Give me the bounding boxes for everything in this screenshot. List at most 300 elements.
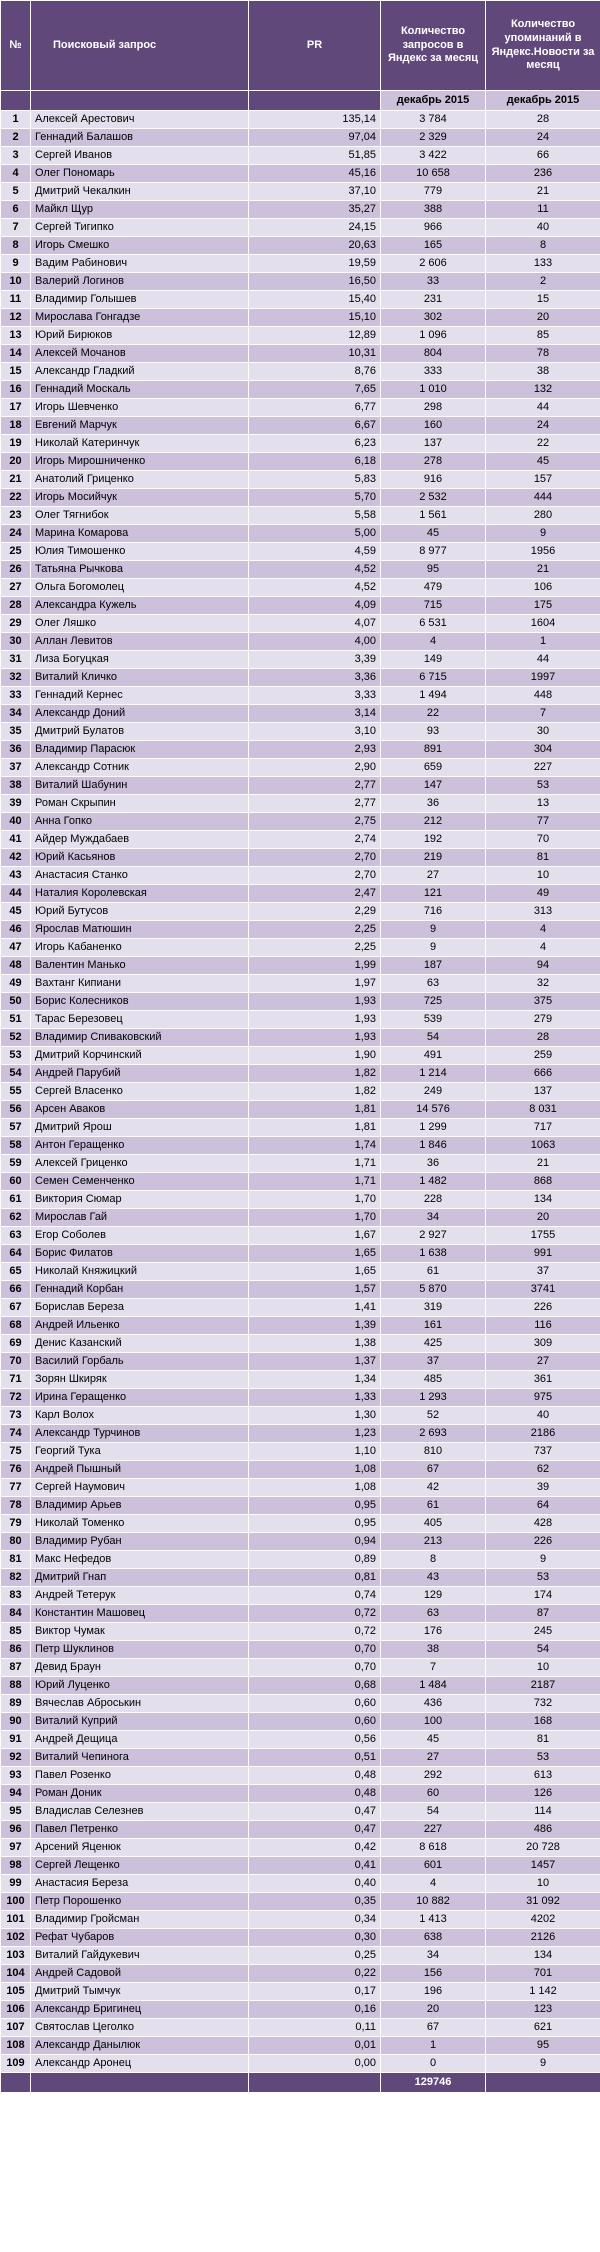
news-mention-count: 280 <box>486 507 600 525</box>
total-blank <box>486 2073 600 2093</box>
search-query: Юрий Бирюков <box>31 327 249 345</box>
yandex-query-count: 8 <box>381 1551 486 1569</box>
table-row <box>1 327 600 345</box>
search-query: Олег Ляшко <box>31 615 249 633</box>
table-row <box>1 1209 600 1227</box>
table-row <box>1 1119 600 1137</box>
header-row <box>1 1 600 91</box>
search-query: Игорь Мосийчук <box>31 489 249 507</box>
row-number: 64 <box>1 1245 31 1263</box>
news-mention-count: 9 <box>486 2055 600 2073</box>
pr-value: 6,23 <box>249 435 381 453</box>
news-mention-count: 375 <box>486 993 600 1011</box>
row-number: 79 <box>1 1515 31 1533</box>
table-row <box>1 849 600 867</box>
row-number: 37 <box>1 759 31 777</box>
row-number: 85 <box>1 1623 31 1641</box>
pr-value: 0,42 <box>249 1839 381 1857</box>
table-row <box>1 651 600 669</box>
search-query: Николай Катеринчук <box>31 435 249 453</box>
row-number: 59 <box>1 1155 31 1173</box>
yandex-query-count: 2 329 <box>381 129 486 147</box>
news-mention-count: 361 <box>486 1371 600 1389</box>
period-news: декабрь 2015 <box>486 91 600 111</box>
row-number: 88 <box>1 1677 31 1695</box>
pr-value: 97,04 <box>249 129 381 147</box>
pr-value: 1,99 <box>249 957 381 975</box>
pr-value: 0,48 <box>249 1767 381 1785</box>
row-number: 69 <box>1 1335 31 1353</box>
yandex-query-count: 6 715 <box>381 669 486 687</box>
table-row <box>1 1731 600 1749</box>
pr-value: 0,41 <box>249 1857 381 1875</box>
row-number: 48 <box>1 957 31 975</box>
row-number: 39 <box>1 795 31 813</box>
search-query: Мирослава Гонгадзе <box>31 309 249 327</box>
table-row <box>1 1965 600 1983</box>
search-query: Геннадий Кернес <box>31 687 249 705</box>
table-row <box>1 1353 600 1371</box>
search-query: Юрий Бутусов <box>31 903 249 921</box>
row-number: 91 <box>1 1731 31 1749</box>
news-mention-count: 114 <box>486 1803 600 1821</box>
news-mention-count: 1956 <box>486 543 600 561</box>
table-row <box>1 219 600 237</box>
pr-value: 2,90 <box>249 759 381 777</box>
yandex-query-count: 539 <box>381 1011 486 1029</box>
table-row <box>1 1875 600 1893</box>
search-query: Владимир Парасюк <box>31 741 249 759</box>
pr-value: 0,70 <box>249 1659 381 1677</box>
pr-value: 0,95 <box>249 1515 381 1533</box>
news-mention-count: 9 <box>486 1551 600 1569</box>
table-row <box>1 1047 600 1065</box>
search-query: Олег Тягнибок <box>31 507 249 525</box>
pr-value: 0,60 <box>249 1695 381 1713</box>
news-mention-count: 31 092 <box>486 1893 600 1911</box>
header-news-mentions: Количество упоминаний в Яндекс.Новости за месяц <box>486 1 600 91</box>
table-row <box>1 1659 600 1677</box>
table-row <box>1 363 600 381</box>
pr-value: 1,67 <box>249 1227 381 1245</box>
row-number: 50 <box>1 993 31 1011</box>
search-query: Тарас Березовец <box>31 1011 249 1029</box>
yandex-query-count: 1 010 <box>381 381 486 399</box>
row-number: 30 <box>1 633 31 651</box>
table-row <box>1 399 600 417</box>
table-row <box>1 525 600 543</box>
table-row <box>1 885 600 903</box>
search-query: Геннадий Москаль <box>31 381 249 399</box>
pr-value: 3,36 <box>249 669 381 687</box>
table-row <box>1 2055 600 2073</box>
row-number: 98 <box>1 1857 31 1875</box>
search-query: Юлия Тимошенко <box>31 543 249 561</box>
table-row <box>1 741 600 759</box>
table-row <box>1 1785 600 1803</box>
search-query: Юрий Луценко <box>31 1677 249 1695</box>
table-row <box>1 561 600 579</box>
news-mention-count: 28 <box>486 111 600 129</box>
search-query: Николай Княжицкий <box>31 1263 249 1281</box>
news-mention-count: 44 <box>486 651 600 669</box>
period-blank <box>249 91 381 111</box>
pr-value: 12,89 <box>249 327 381 345</box>
news-mention-count: 157 <box>486 471 600 489</box>
table-row <box>1 1749 600 1767</box>
yandex-query-count: 2 693 <box>381 1425 486 1443</box>
table-row <box>1 1083 600 1101</box>
yandex-query-count: 2 927 <box>381 1227 486 1245</box>
pr-value: 0,34 <box>249 1911 381 1929</box>
search-query: Павел Петренко <box>31 1821 249 1839</box>
row-number: 5 <box>1 183 31 201</box>
search-query: Аллан Левитов <box>31 633 249 651</box>
search-query: Сергей Иванов <box>31 147 249 165</box>
row-number: 6 <box>1 201 31 219</box>
yandex-query-count: 298 <box>381 399 486 417</box>
search-query: Андрей Ильенко <box>31 1317 249 1335</box>
yandex-query-count: 187 <box>381 957 486 975</box>
pr-value: 0,00 <box>249 2055 381 2073</box>
pr-value: 4,00 <box>249 633 381 651</box>
table-body <box>1 111 600 2073</box>
pr-value: 2,75 <box>249 813 381 831</box>
table-row <box>1 795 600 813</box>
table-row <box>1 1803 600 1821</box>
yandex-query-count: 38 <box>381 1641 486 1659</box>
pr-value: 0,72 <box>249 1623 381 1641</box>
pr-value: 37,10 <box>249 183 381 201</box>
news-mention-count: 701 <box>486 1965 600 1983</box>
news-mention-count: 613 <box>486 1767 600 1785</box>
search-query: Татьяна Рычкова <box>31 561 249 579</box>
news-mention-count: 448 <box>486 687 600 705</box>
search-query: Арсен Аваков <box>31 1101 249 1119</box>
row-number: 1 <box>1 111 31 129</box>
search-query: Мирослав Гай <box>31 1209 249 1227</box>
search-query: Геннадий Корбан <box>31 1281 249 1299</box>
row-number: 61 <box>1 1191 31 1209</box>
search-query: Александр Сотник <box>31 759 249 777</box>
news-mention-count: 666 <box>486 1065 600 1083</box>
news-mention-count: 444 <box>486 489 600 507</box>
row-number: 7 <box>1 219 31 237</box>
news-mention-count: 66 <box>486 147 600 165</box>
pr-value: 1,08 <box>249 1479 381 1497</box>
yandex-query-count: 725 <box>381 993 486 1011</box>
pr-value: 0,89 <box>249 1551 381 1569</box>
search-query: Петр Порошенко <box>31 1893 249 1911</box>
pr-value: 5,83 <box>249 471 381 489</box>
news-mention-count: 2186 <box>486 1425 600 1443</box>
pr-value: 0,22 <box>249 1965 381 1983</box>
search-query: Евгений Марчук <box>31 417 249 435</box>
news-mention-count: 621 <box>486 2019 600 2037</box>
yandex-query-count: 228 <box>381 1191 486 1209</box>
news-mention-count: 77 <box>486 813 600 831</box>
row-number: 21 <box>1 471 31 489</box>
yandex-query-count: 219 <box>381 849 486 867</box>
yandex-query-count: 601 <box>381 1857 486 1875</box>
news-mention-count: 8 <box>486 237 600 255</box>
yandex-query-count: 4 <box>381 1875 486 1893</box>
yandex-query-count: 1 484 <box>381 1677 486 1695</box>
yandex-query-count: 10 658 <box>381 165 486 183</box>
row-number: 105 <box>1 1983 31 2001</box>
row-number: 58 <box>1 1137 31 1155</box>
yandex-query-count: 779 <box>381 183 486 201</box>
pr-value: 10,31 <box>249 345 381 363</box>
row-number: 63 <box>1 1227 31 1245</box>
row-number: 24 <box>1 525 31 543</box>
yandex-query-count: 27 <box>381 867 486 885</box>
yandex-query-count: 1 638 <box>381 1245 486 1263</box>
news-mention-count: 38 <box>486 363 600 381</box>
news-mention-count: 32 <box>486 975 600 993</box>
yandex-query-count: 319 <box>381 1299 486 1317</box>
search-query: Алексей Мочанов <box>31 345 249 363</box>
total-value: 129746 <box>381 2073 486 2093</box>
yandex-query-count: 9 <box>381 939 486 957</box>
yandex-query-count: 176 <box>381 1623 486 1641</box>
news-mention-count: 304 <box>486 741 600 759</box>
news-mention-count: 2126 <box>486 1929 600 1947</box>
yandex-query-count: 1 482 <box>381 1173 486 1191</box>
table-row <box>1 1569 600 1587</box>
news-mention-count: 134 <box>486 1947 600 1965</box>
table-row <box>1 147 600 165</box>
row-number: 13 <box>1 327 31 345</box>
table-row <box>1 597 600 615</box>
yandex-query-count: 9 <box>381 921 486 939</box>
pr-value: 1,08 <box>249 1461 381 1479</box>
table-row <box>1 1335 600 1353</box>
search-query: Андрей Пышный <box>31 1461 249 1479</box>
pr-value: 0,40 <box>249 1875 381 1893</box>
search-query: Сергей Тигипко <box>31 219 249 237</box>
row-number: 38 <box>1 777 31 795</box>
news-mention-count: 1755 <box>486 1227 600 1245</box>
yandex-query-count: 804 <box>381 345 486 363</box>
row-number: 75 <box>1 1443 31 1461</box>
row-number: 96 <box>1 1821 31 1839</box>
pr-value: 19,59 <box>249 255 381 273</box>
yandex-query-count: 36 <box>381 795 486 813</box>
yandex-query-count: 1 299 <box>381 1119 486 1137</box>
yandex-query-count: 7 <box>381 1659 486 1677</box>
pr-value: 1,93 <box>249 1011 381 1029</box>
row-number: 11 <box>1 291 31 309</box>
news-mention-count: 44 <box>486 399 600 417</box>
pr-value: 0,01 <box>249 2037 381 2055</box>
search-query: Виктория Сюмар <box>31 1191 249 1209</box>
table-row <box>1 921 600 939</box>
search-query: Антон Геращенко <box>31 1137 249 1155</box>
table-row <box>1 381 600 399</box>
yandex-query-count: 388 <box>381 201 486 219</box>
news-mention-count: 226 <box>486 1533 600 1551</box>
pr-value: 15,40 <box>249 291 381 309</box>
table-row <box>1 1245 600 1263</box>
news-mention-count: 2187 <box>486 1677 600 1695</box>
pr-value: 0,74 <box>249 1587 381 1605</box>
pr-value: 4,52 <box>249 579 381 597</box>
news-mention-count: 70 <box>486 831 600 849</box>
table-row <box>1 615 600 633</box>
news-mention-count: 20 <box>486 1209 600 1227</box>
row-number: 72 <box>1 1389 31 1407</box>
yandex-query-count: 212 <box>381 813 486 831</box>
pr-value: 0,72 <box>249 1605 381 1623</box>
pr-value: 1,82 <box>249 1083 381 1101</box>
pr-value: 2,25 <box>249 939 381 957</box>
search-query: Алексей Арестович <box>31 111 249 129</box>
table-row <box>1 1407 600 1425</box>
news-mention-count: 53 <box>486 777 600 795</box>
yandex-query-count: 63 <box>381 975 486 993</box>
pr-value: 6,67 <box>249 417 381 435</box>
pr-value: 3,39 <box>249 651 381 669</box>
yandex-query-count: 249 <box>381 1083 486 1101</box>
yandex-query-count: 61 <box>381 1497 486 1515</box>
yandex-query-count: 3 784 <box>381 111 486 129</box>
search-query: Александр Доний <box>31 705 249 723</box>
row-number: 70 <box>1 1353 31 1371</box>
yandex-query-count: 485 <box>381 1371 486 1389</box>
yandex-query-count: 891 <box>381 741 486 759</box>
row-number: 92 <box>1 1749 31 1767</box>
pr-value: 0,51 <box>249 1749 381 1767</box>
table-row <box>1 1641 600 1659</box>
search-query: Карл Волох <box>31 1407 249 1425</box>
table-row <box>1 489 600 507</box>
search-query: Владимир Рубан <box>31 1533 249 1551</box>
table-row <box>1 1173 600 1191</box>
search-query: Айдер Муждабаев <box>31 831 249 849</box>
pr-value: 1,81 <box>249 1101 381 1119</box>
pr-value: 2,77 <box>249 777 381 795</box>
news-mention-count: 4 <box>486 921 600 939</box>
search-query: Наталия Королевская <box>31 885 249 903</box>
news-mention-count: 8 031 <box>486 1101 600 1119</box>
table-row <box>1 435 600 453</box>
table-row <box>1 687 600 705</box>
table-row <box>1 1227 600 1245</box>
search-query: Константин Машовец <box>31 1605 249 1623</box>
news-mention-count: 1997 <box>486 669 600 687</box>
news-mention-count: 168 <box>486 1713 600 1731</box>
yandex-query-count: 161 <box>381 1317 486 1335</box>
yandex-query-count: 156 <box>381 1965 486 1983</box>
pr-value: 8,76 <box>249 363 381 381</box>
row-number: 53 <box>1 1047 31 1065</box>
row-number: 33 <box>1 687 31 705</box>
pr-value: 1,57 <box>249 1281 381 1299</box>
yandex-query-count: 37 <box>381 1353 486 1371</box>
table-row <box>1 1317 600 1335</box>
news-mention-count: 13 <box>486 795 600 813</box>
table-row <box>1 1677 600 1695</box>
row-number: 42 <box>1 849 31 867</box>
table-row <box>1 237 600 255</box>
search-query: Рефат Чубаров <box>31 1929 249 1947</box>
yandex-query-count: 45 <box>381 525 486 543</box>
row-number: 90 <box>1 1713 31 1731</box>
table-row <box>1 1713 600 1731</box>
table-row <box>1 1911 600 1929</box>
search-query: Анатолий Гриценко <box>31 471 249 489</box>
news-mention-count: 486 <box>486 1821 600 1839</box>
pr-value: 5,58 <box>249 507 381 525</box>
row-number: 46 <box>1 921 31 939</box>
news-mention-count: 313 <box>486 903 600 921</box>
news-mention-count: 245 <box>486 1623 600 1641</box>
row-number: 34 <box>1 705 31 723</box>
yandex-query-count: 52 <box>381 1407 486 1425</box>
search-query: Анастасия Станко <box>31 867 249 885</box>
news-mention-count: 53 <box>486 1569 600 1587</box>
row-number: 8 <box>1 237 31 255</box>
table-row <box>1 1281 600 1299</box>
pr-value: 1,41 <box>249 1299 381 1317</box>
news-mention-count: 134 <box>486 1191 600 1209</box>
news-mention-count: 30 <box>486 723 600 741</box>
table-row <box>1 957 600 975</box>
search-query: Александр Бригинец <box>31 2001 249 2019</box>
row-number: 18 <box>1 417 31 435</box>
row-number: 101 <box>1 1911 31 1929</box>
yandex-query-count: 67 <box>381 2019 486 2037</box>
pr-value: 3,33 <box>249 687 381 705</box>
row-number: 43 <box>1 867 31 885</box>
news-mention-count: 126 <box>486 1785 600 1803</box>
search-query: Николай Томенко <box>31 1515 249 1533</box>
yandex-query-count: 916 <box>381 471 486 489</box>
news-mention-count: 132 <box>486 381 600 399</box>
search-query: Александр Аронец <box>31 2055 249 2073</box>
search-query: Игорь Смешко <box>31 237 249 255</box>
row-number: 44 <box>1 885 31 903</box>
search-query: Майкл Щур <box>31 201 249 219</box>
news-mention-count: 1063 <box>486 1137 600 1155</box>
yandex-query-count: 63 <box>381 1605 486 1623</box>
pr-value: 0,47 <box>249 1803 381 1821</box>
pr-value: 0,94 <box>249 1533 381 1551</box>
search-query: Петр Шуклинов <box>31 1641 249 1659</box>
yandex-query-count: 22 <box>381 705 486 723</box>
table-row <box>1 111 600 129</box>
table-row <box>1 2019 600 2037</box>
row-number: 62 <box>1 1209 31 1227</box>
row-number: 99 <box>1 1875 31 1893</box>
table-row <box>1 723 600 741</box>
pr-value: 4,52 <box>249 561 381 579</box>
yandex-query-count: 36 <box>381 1155 486 1173</box>
row-number: 84 <box>1 1605 31 1623</box>
news-mention-count: 45 <box>486 453 600 471</box>
table-row <box>1 201 600 219</box>
pr-value: 1,33 <box>249 1389 381 1407</box>
news-mention-count: 54 <box>486 1641 600 1659</box>
yandex-query-count: 278 <box>381 453 486 471</box>
pr-value: 2,70 <box>249 849 381 867</box>
news-mention-count: 3741 <box>486 1281 600 1299</box>
search-query: Святослав Цеголко <box>31 2019 249 2037</box>
search-query: Дмитрий Булатов <box>31 723 249 741</box>
table-row <box>1 2001 600 2019</box>
yandex-query-count: 54 <box>381 1803 486 1821</box>
